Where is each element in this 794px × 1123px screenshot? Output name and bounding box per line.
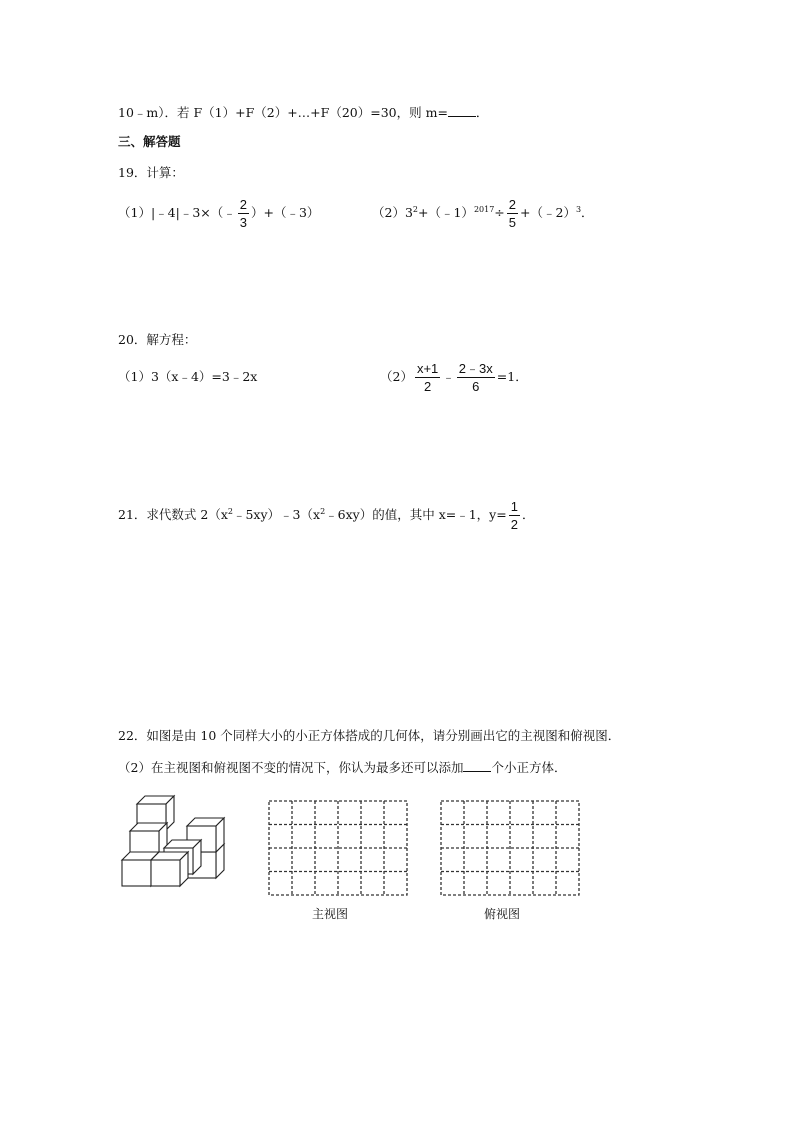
q20-part2: （2） $\frac{x+1}{2}$ ﹣ $\frac{2﹣3x}{6}$ =1． bbox=[380, 361, 528, 394]
fraction: $\frac{2﹣3x}{6}$ bbox=[458, 361, 493, 394]
front-view-caption: 主视图 bbox=[312, 907, 349, 921]
front-view-grid[interactable] bbox=[268, 800, 408, 896]
q18-tail: 10﹣m）．若 F（1）+F（2）+…+F（20）=30，则 m= ． bbox=[118, 105, 489, 120]
fraction: $\frac{2}{5}$ bbox=[508, 197, 517, 230]
q22-line2: （2）在主视图和俯视图不变的情况下，你认为最多还可以添加 个小正方体． bbox=[118, 760, 567, 775]
fraction: $\frac{x+1}{2}$ bbox=[416, 361, 439, 394]
cube bbox=[151, 852, 188, 886]
q19-part2: $(2)3^2+(﹣1)^{2017}\div$ $\frac{2}{5}$ +（﹣2）$^3$． bbox=[372, 197, 594, 230]
fraction: $\frac{2}{3}$ bbox=[239, 197, 247, 230]
q20-label: 20．解方程： bbox=[118, 332, 197, 347]
q20-part1: （1）3（x﹣4）=3﹣2x bbox=[118, 369, 258, 384]
section-heading: 三、解答题 bbox=[118, 134, 181, 149]
cube-stack-figure bbox=[118, 792, 228, 892]
top-view-grid[interactable] bbox=[440, 800, 580, 896]
fraction: $\frac{1}{2}$ bbox=[510, 499, 518, 532]
q19-part1: （1）|﹣4|﹣3×（﹣ $\frac{2}{3}$ ）+（﹣3） bbox=[118, 197, 320, 230]
q19-label: 19．计算： bbox=[118, 165, 184, 180]
q22-line1: 22．如图是由 10 个同样大小的小正方体搭成的几何体，请分别画出它的主视图和俯视图． bbox=[118, 728, 621, 743]
q21: 21．求代数式 $2(x^2﹣5xy)﹣3(x^2﹣6xy)$的值，其中 x=﹣1，y= $\frac{1}{2}$ ． bbox=[118, 499, 535, 532]
answer-blank[interactable] bbox=[463, 761, 491, 772]
answer-blank[interactable] bbox=[448, 106, 476, 117]
top-view-caption: 俯视图 bbox=[484, 907, 521, 921]
